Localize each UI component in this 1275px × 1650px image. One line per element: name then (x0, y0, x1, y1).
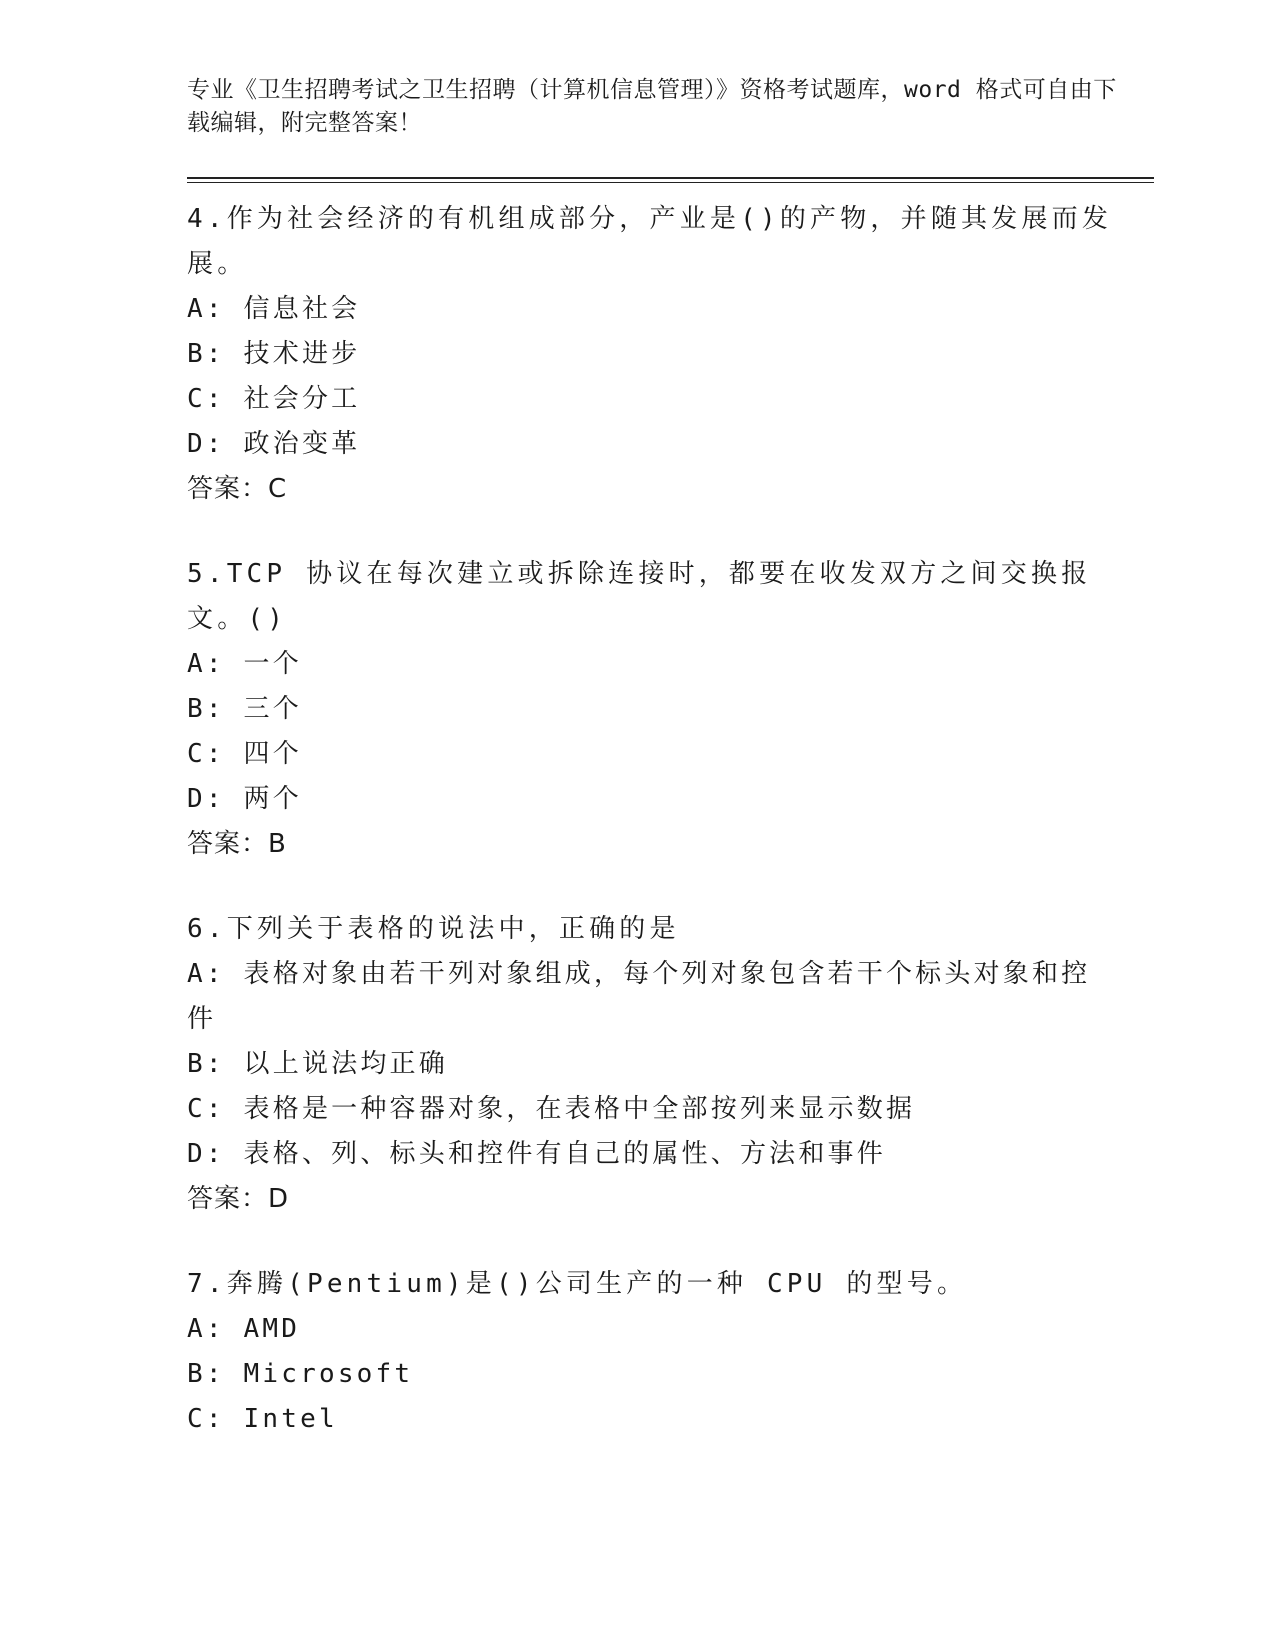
document-page (187, 74, 1117, 1482)
answer-label: 答案：B (187, 829, 287, 859)
option-b: B: 以上说法均正确 (187, 1049, 448, 1079)
option-a: A: 表格对象由若干列对象组成，每个列对象包含若干个标头对象和控件 (187, 959, 1091, 1034)
question-5 (187, 552, 1117, 867)
option-d: D: 政治变革 (187, 429, 361, 459)
option-c: C: 四个 (187, 739, 302, 769)
option-a: A: AMD (187, 1314, 301, 1344)
option-c: C: 社会分工 (187, 384, 361, 414)
option-b: B: 技术进步 (187, 339, 361, 369)
header-divider (187, 177, 1154, 183)
answer-label: 答案：C (187, 474, 288, 504)
question-stem: 5.TCP 协议在每次建立或拆除连接时，都要在收发双方之间交换报文。() (187, 559, 1092, 634)
question-list (187, 197, 1117, 1442)
option-b: B: Microsoft (187, 1359, 414, 1389)
question-stem: 6.下列关于表格的说法中，正确的是 (187, 914, 680, 944)
document-header: 专业《卫生招聘考试之卫生招聘（计算机信息管理）》资格考试题库，word 格式可自由下载编辑，附完整答案！ (187, 77, 1117, 136)
question-stem: 4.作为社会经济的有机组成部分，产业是()的产物，并随其发展而发展。 (187, 204, 1113, 279)
question-stem: 7.奔腾(Pentium)是()公司生产的一种 CPU 的型号。 (187, 1269, 968, 1299)
option-c: C: 表格是一种容器对象，在表格中全部按列来显示数据 (187, 1094, 916, 1124)
answer-label: 答案：D (187, 1184, 290, 1214)
question-4 (187, 197, 1117, 512)
question-6 (187, 907, 1117, 1222)
option-d: D: 表格、列、标头和控件有自己的属性、方法和事件 (187, 1139, 886, 1169)
option-a: A: 一个 (187, 649, 302, 679)
option-c: C: Intel (187, 1404, 338, 1434)
question-7 (187, 1262, 1117, 1442)
option-b: B: 三个 (187, 694, 302, 724)
option-a: A: 信息社会 (187, 294, 361, 324)
option-d: D: 两个 (187, 784, 302, 814)
